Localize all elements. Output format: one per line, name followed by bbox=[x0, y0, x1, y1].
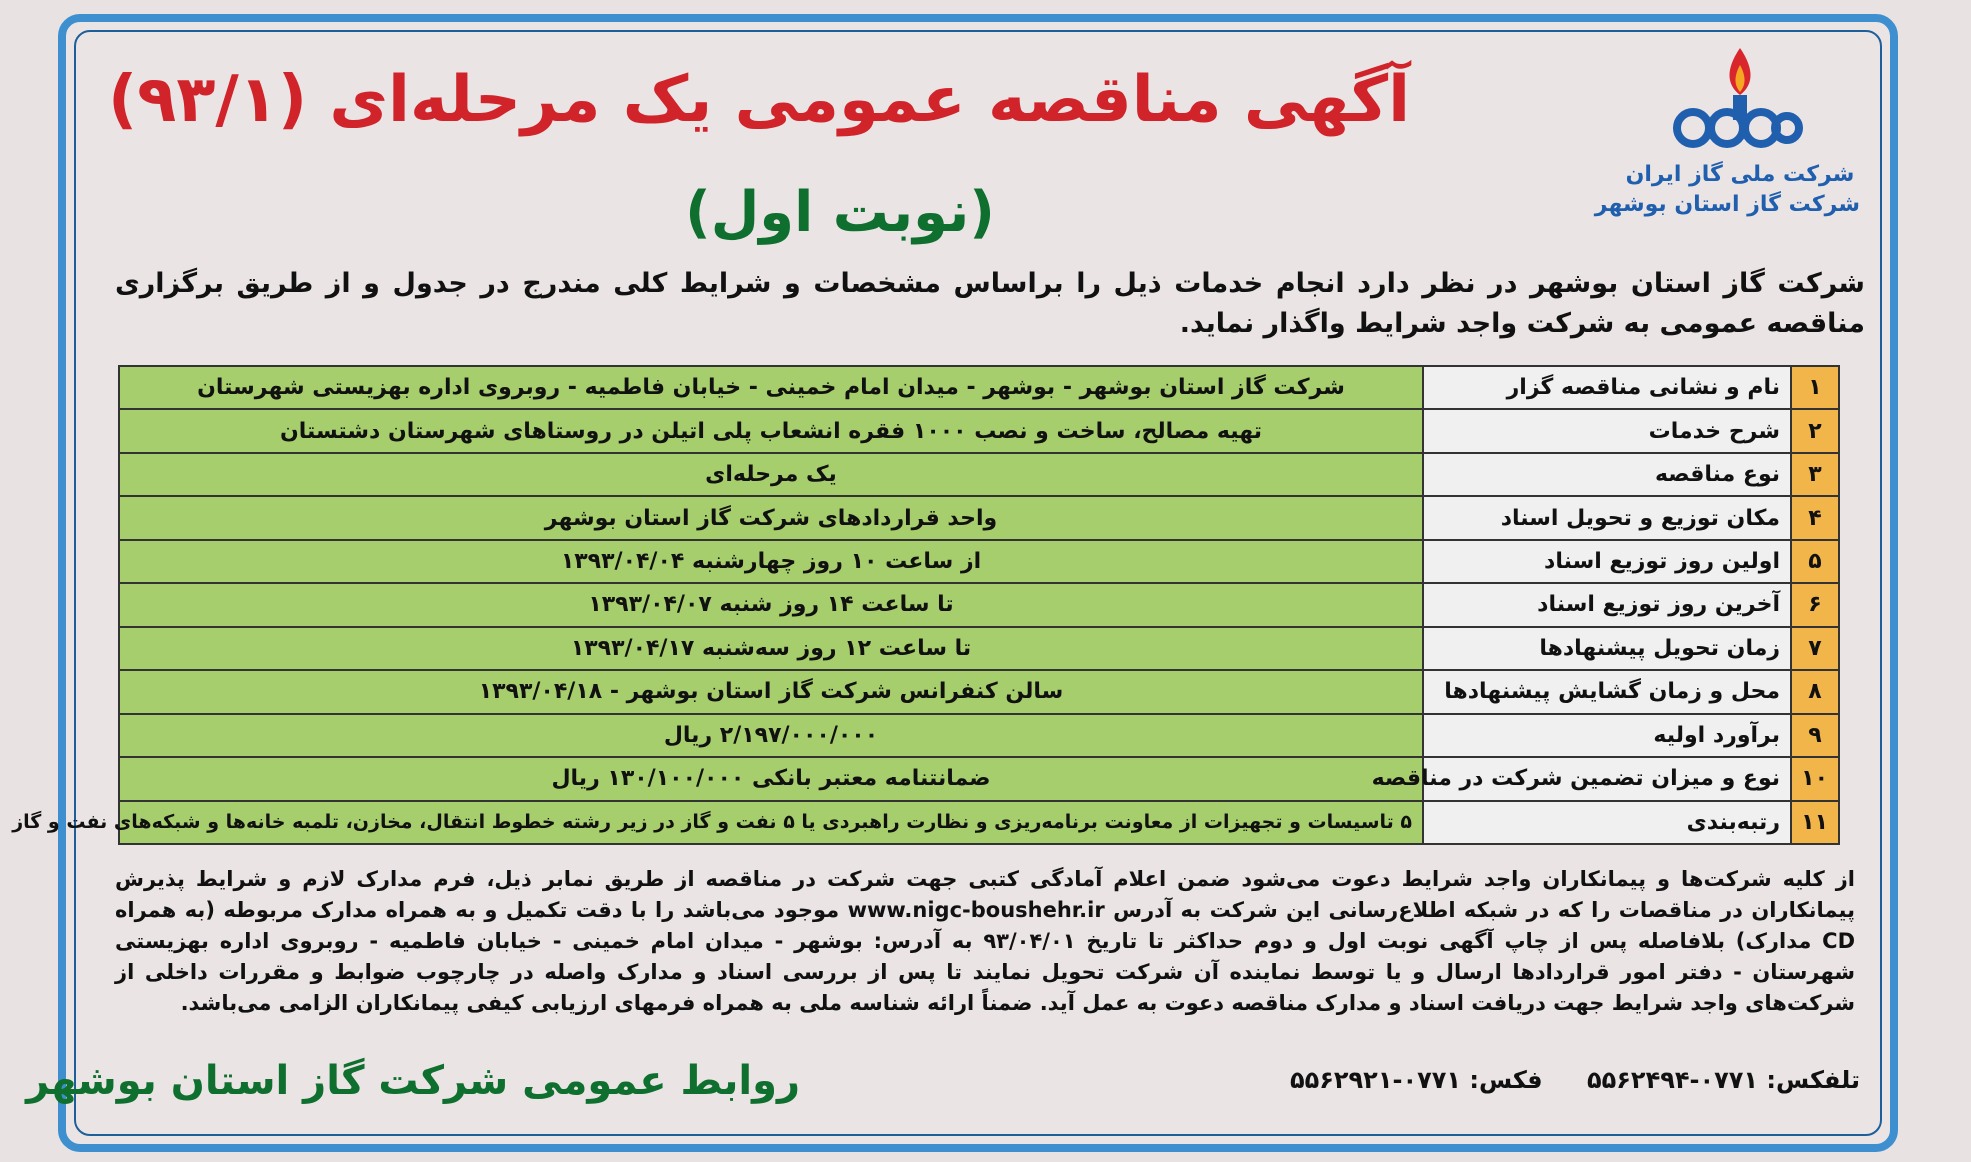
row-number: ۶ bbox=[1791, 583, 1839, 626]
row-number: ۱۱ bbox=[1791, 801, 1839, 844]
intro-paragraph: شرکت گاز استان بوشهر در نظر دارد انجام خدمات ذیل را براساس مشخصات و شرایط کلی مندرج در جدول و از طریق برگزاری مناقصه عمومی به شرکت واجد شرایط واگذار نماید. bbox=[115, 268, 1865, 339]
table-row bbox=[119, 670, 1839, 713]
table-row bbox=[119, 801, 1839, 844]
public-relations-signature: روابط عمومی شرکت گاز استان بوشهر bbox=[26, 1058, 800, 1104]
row-label: زمان تحویل پیشنهادها bbox=[1423, 627, 1791, 670]
row-label: نام و نشانی مناقصه گزار bbox=[1423, 366, 1791, 409]
table-row bbox=[119, 757, 1839, 800]
row-label: نوع مناقصه bbox=[1423, 453, 1791, 496]
telfax-number: تلفکس: ۰۷۷۱-۵۵۶۲۴۹۴ bbox=[1586, 1066, 1860, 1094]
table-row bbox=[119, 583, 1839, 626]
row-number: ۷ bbox=[1791, 627, 1839, 670]
row-label: نوع و میزان تضمین شرکت در مناقصه bbox=[1423, 757, 1791, 800]
row-number: ۹ bbox=[1791, 714, 1839, 757]
instructions-paragraph: از کلیه شرکت‌ها و پیمانکاران واجد شرایط دعوت می‌شود ضمن اعلام آمادگی کتبی جهت شرکت در مناقصه از طریق نمابر ذیل، فرم مدارک لازم و شرایط پذیرش پیمانکاران در مناقصات را که در شبکه اطلاع‌رسانی این شرکت به آدرس www.nigc-boushehr.ir موجود می‌باشد را با دقت تکمیل و به همراه مدارک مربوطه (به همراه CD مدارک) بلافاصله پس از چاپ آگهی نوبت اول و دوم حداکثر تا تاریخ ۹۳/۰۴/۰۱ به آدرس: بوشهر - میدان امام خمینی - خیابان فاطمیه - روبروی اداره بهزیستی شهرستان - دفتر امور قراردادها ارسال و یا توسط نماینده آن شرکت تحویل نمایند تا پس از بررسی اسناد و مدارک واصله در چارچوب ضوابط و مقررات داخلی از شرکت‌های واجد شرایط جهت دریافت اسناد و مدارک مناقصه دعوت به عمل آید. ضمناً ارائه شناسه ملی به همراه فرمهای ارزیابی کیفی پیمانکاران الزامی می‌باشد. bbox=[115, 867, 1855, 1015]
fax-number: فکس: ۰۷۷۱-۵۵۶۲۹۲۱ bbox=[1289, 1066, 1543, 1094]
row-value: ۵ تاسیسات و تجهیزات از معاونت برنامه‌ریزی و نظارت راهبردی یا ۵ نفت و گاز در زیر رشته خطوط انتقال، مخازن، تلمبه خانه‌ها و شبکه‌های نفت و گاز bbox=[119, 801, 1423, 844]
row-number: ۴ bbox=[1791, 496, 1839, 539]
row-number: ۱۰ bbox=[1791, 757, 1839, 800]
table-row bbox=[119, 366, 1839, 409]
row-number: ۳ bbox=[1791, 453, 1839, 496]
row-number: ۸ bbox=[1791, 670, 1839, 713]
flame-logo-icon bbox=[1665, 40, 1815, 160]
row-value: شرکت گاز استان بوشهر - بوشهر - میدان امام خمینی - خیابان فاطمیه - روبروی اداره بهزیستی شهرستان bbox=[119, 366, 1423, 409]
row-value: تا ساعت ۱۲ روز سه‌شنبه ۱۳۹۳/۰۴/۱۷ bbox=[119, 627, 1423, 670]
table-row bbox=[119, 453, 1839, 496]
row-label: مکان توزیع و تحویل اسناد bbox=[1423, 496, 1791, 539]
nigc-logo bbox=[1594, 40, 1860, 240]
row-label: شرح خدمات bbox=[1423, 409, 1791, 452]
row-value: واحد قراردادهای شرکت گاز استان بوشهر bbox=[119, 496, 1423, 539]
row-value: ضمانتنامه معتبر بانکی ۱۳۰/۱۰۰/۰۰۰ ریال bbox=[119, 757, 1423, 800]
row-number: ۲ bbox=[1791, 409, 1839, 452]
row-label: آخرین روز توزیع اسناد bbox=[1423, 583, 1791, 626]
table-row bbox=[119, 496, 1839, 539]
row-value: سالن کنفرانس شرکت گاز استان بوشهر - ۱۳۹۳/۰۴/۱۸ bbox=[119, 670, 1423, 713]
tender-spec-table bbox=[12, 365, 1840, 845]
table-row bbox=[119, 540, 1839, 583]
page-subtitle: (نوبت اول) bbox=[685, 180, 995, 245]
table-row bbox=[119, 714, 1839, 757]
row-number: ۵ bbox=[1791, 540, 1839, 583]
row-value: ۲/۱۹۷/۰۰۰/۰۰۰ ریال bbox=[119, 714, 1423, 757]
table-row bbox=[119, 409, 1839, 452]
table-row bbox=[119, 627, 1839, 670]
page-title: آگهی مناقصه عمومی یک مرحله‌ای (۹۳/۱) bbox=[108, 63, 1410, 137]
logo-branch-name: شرکت گاز استان بوشهر bbox=[1594, 192, 1860, 217]
row-label: برآورد اولیه bbox=[1423, 714, 1791, 757]
row-label: اولین روز توزیع اسناد bbox=[1423, 540, 1791, 583]
row-number: ۱ bbox=[1791, 366, 1839, 409]
row-value: تا ساعت ۱۴ روز شنبه ۱۳۹۳/۰۴/۰۷ bbox=[119, 583, 1423, 626]
contact-numbers bbox=[1100, 1066, 1860, 1094]
row-label: رتبه‌بندی bbox=[1423, 801, 1791, 844]
row-value: یک مرحله‌ای bbox=[119, 453, 1423, 496]
row-value: تهیه مصالح، ساخت و نصب ۱۰۰۰ فقره انشعاب پلی اتیلن در روستاهای شهرستان دشتستان bbox=[119, 409, 1423, 452]
row-value: از ساعت ۱۰ روز چهارشنبه ۱۳۹۳/۰۴/۰۴ bbox=[119, 540, 1423, 583]
row-label: محل و زمان گشایش پیشنهادها bbox=[1423, 670, 1791, 713]
logo-company-name: شرکت ملی گاز ایران bbox=[1625, 162, 1855, 187]
